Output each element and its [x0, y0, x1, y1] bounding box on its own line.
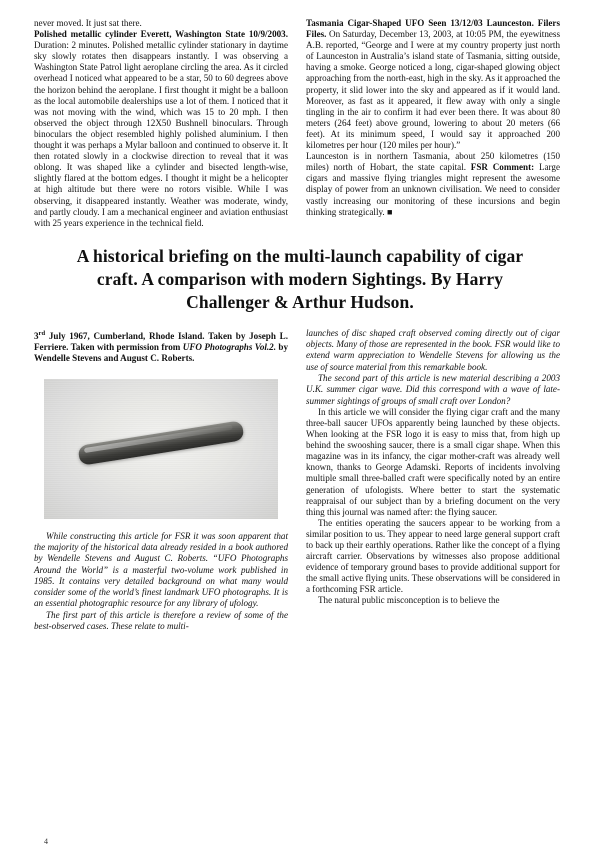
top-left-column: [34, 18, 288, 229]
article-title-line-2: craft. A comparison with modern Sightings. By Harry: [96, 268, 504, 289]
continuation-paragraph: never moved. It just sat there.: [34, 18, 142, 28]
article-photograph: [34, 373, 288, 525]
fsr-comment-text: Large cigars and massive flying triangles might represent the awesome display of power from an unknown civilisation. We need to consider vastly increasing our monitoring of these incursions and begin thinking strategically. ■: [306, 162, 560, 217]
top-columns: [34, 18, 566, 229]
lower-columns: [34, 328, 566, 633]
article-title-line-1: A historical briefing on the multi-launch capability of cigar: [76, 245, 524, 266]
photo-caption-paragraph-1: While constructing this article for FSR it was soon apparent that the majority of the historical data already resided in a book authored by Wendelle Stevens and August C. Roberts. “UFO Photographs Around the World” is a masterful two-volume work published in 1985. It contains very detailed background on what many would consider some of the world’s finest landmark UFO photographs. It is an essential photographic resource for any library of ufology.: [34, 530, 288, 609]
report-tasmania-footer-block: [306, 151, 560, 218]
report-tasmania: [306, 18, 560, 151]
report-everett: [34, 29, 288, 229]
report-tasmania-body: On Saturday, December 13, 2003, at 10:05 PM, the eyewitness A.B. reported, “George and I were at my country property just north of Launceston in Australia’s island state of Tasmania, sitting outside, having a smoke. George noticed a long, cigar-shaped glowing object approaching from the north-east, high in the sky. As it approached the property, it slid lower into the sky and appeared as if it would land. Moreover, as fast as it appeared, it flew away with only a single tingling in the air to confirm it had ever been there. It was about 80 meters (264 feet) above ground, lowering to about 20 meters (66 feet). At its minimum speed, I would say it approached 200 kilometres per hour (120 miles per hour).”: [306, 29, 560, 151]
article-paragraph-1: launches of disc shaped craft observed coming directly out of cigar objects. Many of those are represented in the book. FSR would like to extend warm appreciation to Wendelle Stevens for allowing us the use of source material from this remarkable book.: [306, 327, 560, 372]
photo-credit-rest: July 1967, Cumberland, Rhode Island. Taken by Joseph L. Ferriere. Taken with permission from: [34, 330, 288, 353]
report-everett-heading: Polished metallic cylinder Everett, Washington State 10/9/2003.: [34, 29, 288, 40]
article-paragraph-5: The natural public misconception is to believe the: [318, 595, 500, 606]
page-number: 4: [44, 837, 48, 846]
report-tasmania-heading: Tasmania Cigar-Shaped UFO Seen 13/12/03 Launceston. Filers Files.: [306, 18, 560, 40]
report-everett-body: Duration: 2 minutes. Polished metallic cylinder stationary in daytime sky slowly rotates then disappears instantly. I was observing a Washington State Patrol light aeroplane circling the area. As it circled overhead I noticed what appeared to be a star, 50 to 60 degrees above the horizon behind the aeroplane. I first thought it might be a balloon as the local automobile dealerships use a lot of them. I noticed that it was not moving with the wind, which was 15 to 20 mph. I then observed the object through 12X50 Bushnell binoculars. Through binoculars the object resembled highly polished aluminium. I then thought it was perhaps a Mylar balloon and continued to observe it. It then rotated slowly in a clockwise direction to reveal that it was oblong. It was shaped like a cylinder and bisected length-wise, slightly flared at the bottom edges. I thought it might be a helicopter at high altitude but there were no rotors visible. While I was observing, it disappeared instantly. Weather was moderate, windy, and partly cloudy. I am a mechanical engineer and aviation enthusiast with 25 years experience in the technical field.: [34, 40, 288, 228]
photo-credit-source: UFO Photographs Vol.2.: [182, 342, 276, 353]
article-paragraph-4: The entities operating the saucers appear to be working from a similar position to us. They appear to need large general support craft to back up their earthly operations. Rather like the concept of a flying aircraft carrier. Observations by witnesses also propose additional evidence of temporary ground bases to provide additional support for the small active flying units. These observations will be considered in a forthcoming FSR article.: [306, 517, 560, 595]
photograph-image: [44, 379, 278, 519]
fsr-comment-label: FSR Comment:: [470, 162, 535, 173]
photo-caption-paragraph-2: The first part of this article is therefore a review of some of the best-observed cases. These relate to multi-: [34, 609, 288, 632]
article-paragraph-3: In this article we will consider the flying cigar craft and the many three-ball saucer UFOs apparently being launched by these objects. When looking at the FSR logo it is easy to miss that, from high up behind the swooshing saucer, there is a small cigar shape. When this magazine was in its infancy, the cigar mother-craft was already well known, thanks to George Adamski. Reports of incidents involving multiple small three-balled craft were specifically noted by an entire generation of ufologists. Where better to start the systematic reappraisal of our subject than by a briefing document on the very thing this journal was named after: the flying saucer.: [306, 406, 560, 517]
article-title: [34, 245, 566, 314]
photo-credit-date-prefix: 3: [34, 330, 39, 341]
photo-credit-date-suffix: rd: [38, 329, 46, 337]
cigar-craft-shape: [77, 420, 244, 466]
article-paragraph-2: The second part of this article is new material describing a 2003 U.K. summer cigar wave. Did this correspond with a wave of late-summer sightings of groups of small craft over London?: [306, 372, 560, 406]
top-right-column: [306, 18, 560, 229]
article-title-line-3: Challenger & Arthur Hudson.: [186, 291, 414, 312]
article-left-column: [34, 328, 288, 633]
photo-credit: [34, 328, 288, 365]
photo-credit-tail: by Wendelle Stevens and August C. Roberts.: [34, 342, 288, 364]
report-tasmania-footer: Launceston is in northern Tasmania, about 250 kilometres (150 miles) north of Hobart, the state capital.: [306, 151, 560, 173]
article-right-column: [306, 328, 560, 633]
